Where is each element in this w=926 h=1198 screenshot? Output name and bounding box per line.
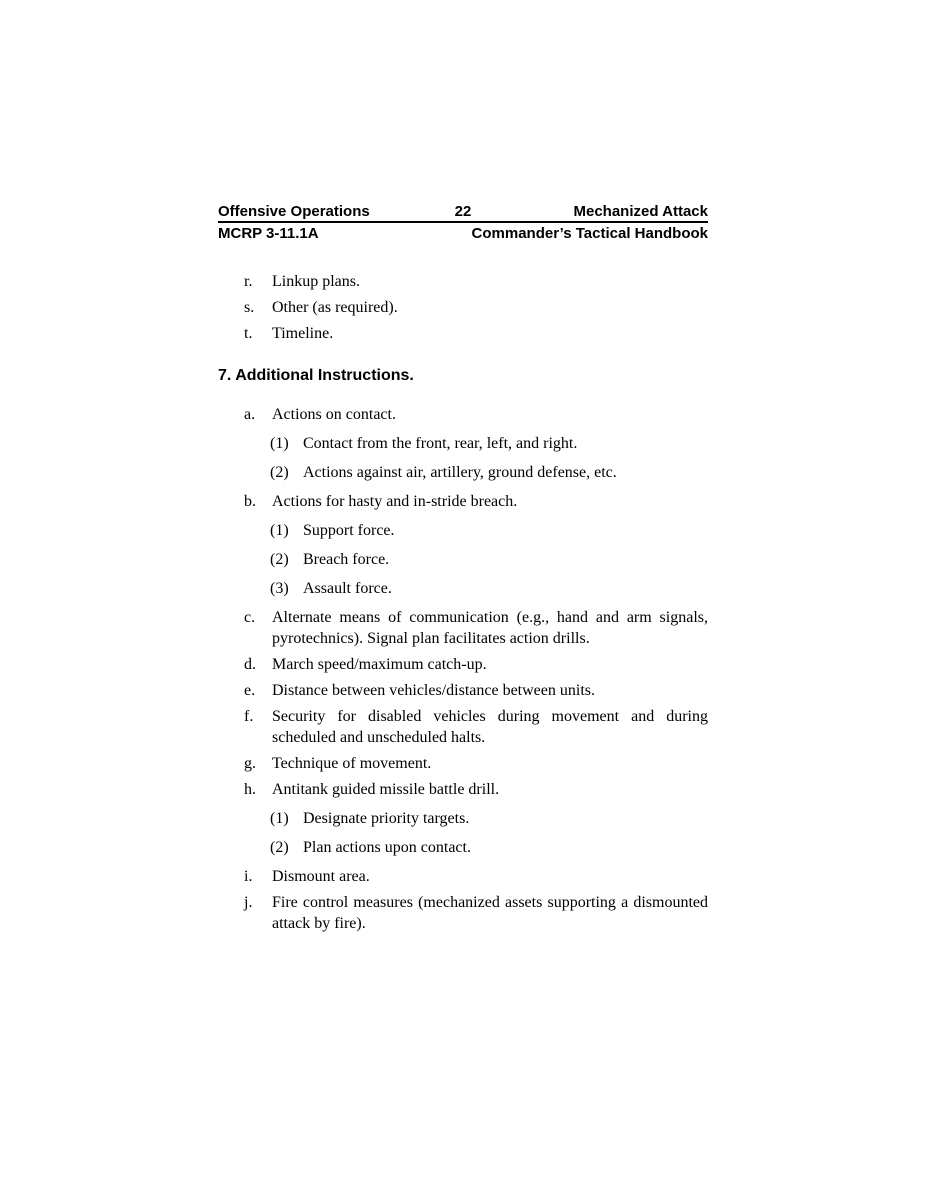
sub-list-item — [270, 837, 708, 858]
header-rule — [218, 221, 708, 223]
list-item-label: a. — [244, 406, 256, 423]
list-item-label: c. — [244, 609, 256, 626]
list-item-text: Plan actions upon contact. — [303, 839, 471, 856]
list-item-text: Fire control measures (mechanized assets supporting a dismounted attack by fire). — [272, 894, 708, 932]
list-item-label: d. — [244, 656, 256, 673]
list-item-text: Support force. — [303, 522, 395, 539]
list-item-label: (1) — [270, 435, 289, 452]
list-item-label: f. — [244, 708, 254, 725]
list-item-text: Timeline. — [272, 325, 334, 342]
list-item — [244, 680, 708, 701]
list-item-label: (3) — [270, 580, 289, 597]
list-item-text: Actions for hasty and in-stride breach. — [272, 493, 518, 510]
list-item-label: i. — [244, 868, 253, 885]
list-item-text: Actions on contact. — [272, 406, 396, 423]
list-item-text: Other (as required). — [272, 299, 398, 316]
list-item-text: Designate priority targets. — [303, 810, 470, 827]
list-item-label: s. — [244, 299, 255, 316]
header-section-left: Offensive Operations — [218, 203, 370, 220]
list-item-text: Dismount area. — [272, 868, 370, 885]
list-item-label: h. — [244, 781, 256, 798]
list-item — [244, 404, 708, 425]
list-item-label: (1) — [270, 810, 289, 827]
list-item-label: r. — [244, 273, 253, 290]
list-item-label: e. — [244, 682, 256, 699]
list-item — [244, 607, 708, 649]
sub-list-item — [270, 520, 708, 541]
list-item-text: Distance between vehicles/distance between units. — [272, 682, 595, 699]
sub-list-item — [270, 549, 708, 570]
document-body — [218, 271, 708, 934]
doc-id: MCRP 3-11.1A — [218, 225, 319, 242]
list-item — [244, 297, 708, 318]
list-item — [244, 753, 708, 774]
list-item-text: Antitank guided missile battle drill. — [272, 781, 500, 798]
list-item-text: Actions against air, artillery, ground defense, etc. — [303, 464, 617, 481]
header-doc-line — [218, 225, 708, 242]
list-item — [244, 866, 708, 887]
sub-list-item — [270, 578, 708, 599]
list-item-label: (1) — [270, 522, 289, 539]
section-heading: 7. Additional Instructions. — [218, 367, 414, 384]
list-item-text: Breach force. — [303, 551, 390, 568]
list-item-label: (2) — [270, 839, 289, 856]
list-item-label: t. — [244, 325, 253, 342]
list-item — [244, 491, 708, 512]
sub-list-item — [270, 462, 708, 483]
list-item-text: Technique of movement. — [272, 755, 432, 772]
header-running-titles — [218, 203, 708, 220]
list-item-text: March speed/maximum catch-up. — [272, 656, 487, 673]
doc-title: Commander’s Tactical Handbook — [471, 225, 708, 242]
list-item-label: (2) — [270, 551, 289, 568]
list-item-text: Contact from the front, rear, left, and right. — [303, 435, 578, 452]
list-item-text: Assault force. — [303, 580, 392, 597]
header-section-right: Mechanized Attack — [573, 203, 708, 220]
list-item — [244, 271, 708, 292]
list-item — [244, 706, 708, 748]
list-item — [244, 779, 708, 800]
list-item — [244, 892, 708, 934]
list-item — [244, 654, 708, 675]
list-item-label: j. — [244, 894, 253, 911]
sub-list-item — [270, 433, 708, 454]
list-item-label: g. — [244, 755, 256, 772]
sub-list-item — [270, 808, 708, 829]
page-content — [218, 0, 708, 934]
list-item-text: Security for disabled vehicles during movement and during scheduled and unscheduled halts. — [272, 708, 708, 746]
list-item-text: Alternate means of communication (e.g., hand and arm signals, pyrotechnics). Signal plan facilitates action drills. — [272, 609, 708, 647]
list-item-label: (2) — [270, 464, 289, 481]
page-number: 22 — [454, 203, 472, 220]
list-item — [244, 323, 708, 344]
list-item-text: Linkup plans. — [272, 273, 360, 290]
list-item-label: b. — [244, 493, 256, 510]
page-header — [218, 203, 708, 242]
